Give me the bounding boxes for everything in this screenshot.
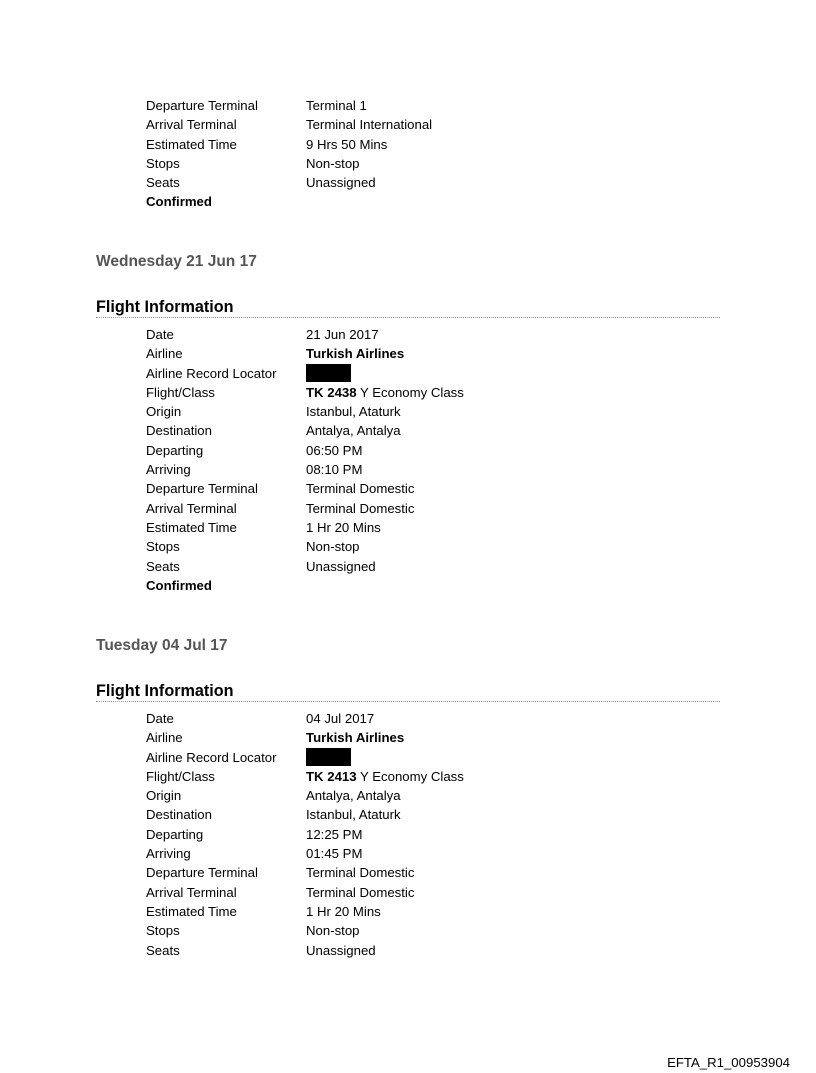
- detail-value: Non-stop: [306, 155, 360, 171]
- detail-label: Departure Terminal: [146, 865, 258, 881]
- detail-row-arrival-terminal: [0, 883, 816, 902]
- detail-value: Terminal Domestic: [306, 481, 415, 497]
- status-row: [0, 192, 816, 211]
- cabin-class: Y Economy Class: [356, 768, 464, 784]
- detail-value: 06:50 PM: [306, 442, 363, 458]
- detail-value: Antalya, Antalya: [306, 788, 401, 804]
- detail-row-record-locator: [0, 364, 816, 383]
- status-row: [0, 576, 816, 595]
- detail-label: Seats: [146, 175, 180, 191]
- detail-row-stops: [0, 537, 816, 556]
- redacted-locator: [306, 364, 351, 382]
- detail-row-estimated-time: [0, 902, 816, 921]
- detail-row-airline: [0, 344, 816, 363]
- detail-label: Airline Record Locator: [146, 365, 277, 381]
- detail-label: Destination: [146, 423, 212, 439]
- detail-value: Terminal Domestic: [306, 865, 415, 881]
- detail-value: Istanbul, Ataturk: [306, 807, 401, 823]
- detail-value: Terminal 1: [306, 98, 367, 113]
- flight-details: [0, 709, 816, 960]
- detail-value: Antalya, Antalya: [306, 423, 401, 439]
- redaction-box: [306, 364, 351, 383]
- detail-label: Estimated Time: [146, 519, 237, 535]
- detail-row-record-locator: [0, 748, 816, 767]
- detail-label: Arrival Terminal: [146, 500, 237, 516]
- confirmed-status: Confirmed: [146, 194, 212, 210]
- detail-value: Terminal Domestic: [306, 884, 415, 900]
- detail-label: Origin: [146, 788, 182, 804]
- detail-row-destination: [0, 805, 816, 824]
- redaction-box: [306, 748, 351, 767]
- flight-details: [0, 325, 816, 595]
- detail-label: Estimated Time: [146, 903, 237, 919]
- detail-value: 01:45 PM: [306, 846, 363, 862]
- detail-row-departure-terminal: [0, 96, 816, 115]
- detail-value: 21 Jun 2017: [306, 327, 379, 342]
- previous-flight-details: [0, 96, 816, 212]
- detail-label: Estimated Time: [146, 136, 237, 152]
- detail-label: Flight/Class: [146, 384, 215, 400]
- detail-row-departing: [0, 825, 816, 844]
- detail-value: Terminal Domestic: [306, 500, 415, 516]
- section-heading-flight-information: Flight Information: [96, 681, 720, 702]
- detail-label: Departing: [146, 442, 204, 458]
- detail-label: Seats: [146, 942, 180, 958]
- detail-value: 04 Jul 2017: [306, 711, 375, 726]
- detail-value: 9 Hrs 50 Mins: [306, 136, 388, 152]
- detail-label: Stops: [146, 539, 180, 555]
- detail-value: 1 Hr 20 Mins: [306, 903, 381, 919]
- detail-label: Arrival Terminal: [146, 117, 237, 133]
- detail-label: Origin: [146, 404, 182, 420]
- detail-label: Seats: [146, 558, 180, 574]
- detail-value: 08:10 PM: [306, 462, 363, 478]
- flight-number: TK 2413: [306, 768, 357, 784]
- detail-label: Departure Terminal: [146, 98, 258, 113]
- detail-label: Airline Record Locator: [146, 749, 277, 765]
- detail-label: Airline: [146, 346, 183, 362]
- detail-row-stops: [0, 154, 816, 173]
- detail-row-destination: [0, 421, 816, 440]
- detail-label: Airline: [146, 730, 183, 746]
- detail-value: Non-stop: [306, 539, 360, 555]
- day-heading: Tuesday 04 Jul 17: [96, 637, 228, 654]
- cabin-class: Y Economy Class: [356, 384, 464, 400]
- detail-label: Date: [146, 711, 174, 726]
- detail-row-arrival-terminal: [0, 499, 816, 518]
- document-id-footer: EFTA_R1_00953904: [667, 1055, 790, 1070]
- detail-label: Flight/Class: [146, 768, 215, 784]
- detail-row-date: [0, 709, 816, 728]
- flight-class-value: [306, 767, 464, 786]
- detail-row-arriving: [0, 460, 816, 479]
- detail-label: Arriving: [146, 462, 191, 478]
- detail-value: Non-stop: [306, 923, 360, 939]
- airline-name: Turkish Airlines: [306, 730, 405, 746]
- detail-row-airline: [0, 728, 816, 747]
- detail-label: Arriving: [146, 846, 191, 862]
- detail-row-estimated-time: [0, 135, 816, 154]
- detail-value: Istanbul, Ataturk: [306, 404, 401, 420]
- detail-row-departure-terminal: [0, 863, 816, 882]
- detail-label: Departing: [146, 826, 204, 842]
- detail-label: Arrival Terminal: [146, 884, 237, 900]
- detail-row-seats: [0, 173, 816, 192]
- airline-name: Turkish Airlines: [306, 346, 405, 362]
- detail-row-arriving: [0, 844, 816, 863]
- detail-row-departure-terminal: [0, 479, 816, 498]
- detail-row-stops: [0, 921, 816, 940]
- detail-row-origin: [0, 402, 816, 421]
- detail-row-flight-class: [0, 383, 816, 402]
- detail-row-seats: [0, 557, 816, 576]
- detail-row-flight-class: [0, 767, 816, 786]
- detail-label: Stops: [146, 923, 180, 939]
- flight-class-value: [306, 383, 464, 402]
- detail-label: Stops: [146, 155, 180, 171]
- detail-value: 12:25 PM: [306, 826, 363, 842]
- detail-row-estimated-time: [0, 518, 816, 537]
- detail-label: Destination: [146, 807, 212, 823]
- detail-label: Departure Terminal: [146, 481, 258, 497]
- detail-value: Unassigned: [306, 175, 376, 191]
- detail-value: Terminal International: [306, 117, 433, 133]
- flight-number: TK 2438: [306, 384, 357, 400]
- detail-row-arrival-terminal: [0, 115, 816, 134]
- detail-row-seats: [0, 941, 816, 960]
- detail-value: Unassigned: [306, 558, 376, 574]
- detail-label: Date: [146, 327, 174, 342]
- detail-value: 1 Hr 20 Mins: [306, 519, 381, 535]
- detail-row-date: [0, 325, 816, 344]
- day-heading: Wednesday 21 Jun 17: [96, 253, 257, 270]
- detail-value: Unassigned: [306, 942, 376, 958]
- detail-row-origin: [0, 786, 816, 805]
- section-heading-flight-information: Flight Information: [96, 297, 720, 318]
- confirmed-status: Confirmed: [146, 577, 212, 593]
- redacted-locator: [306, 748, 351, 766]
- detail-row-departing: [0, 441, 816, 460]
